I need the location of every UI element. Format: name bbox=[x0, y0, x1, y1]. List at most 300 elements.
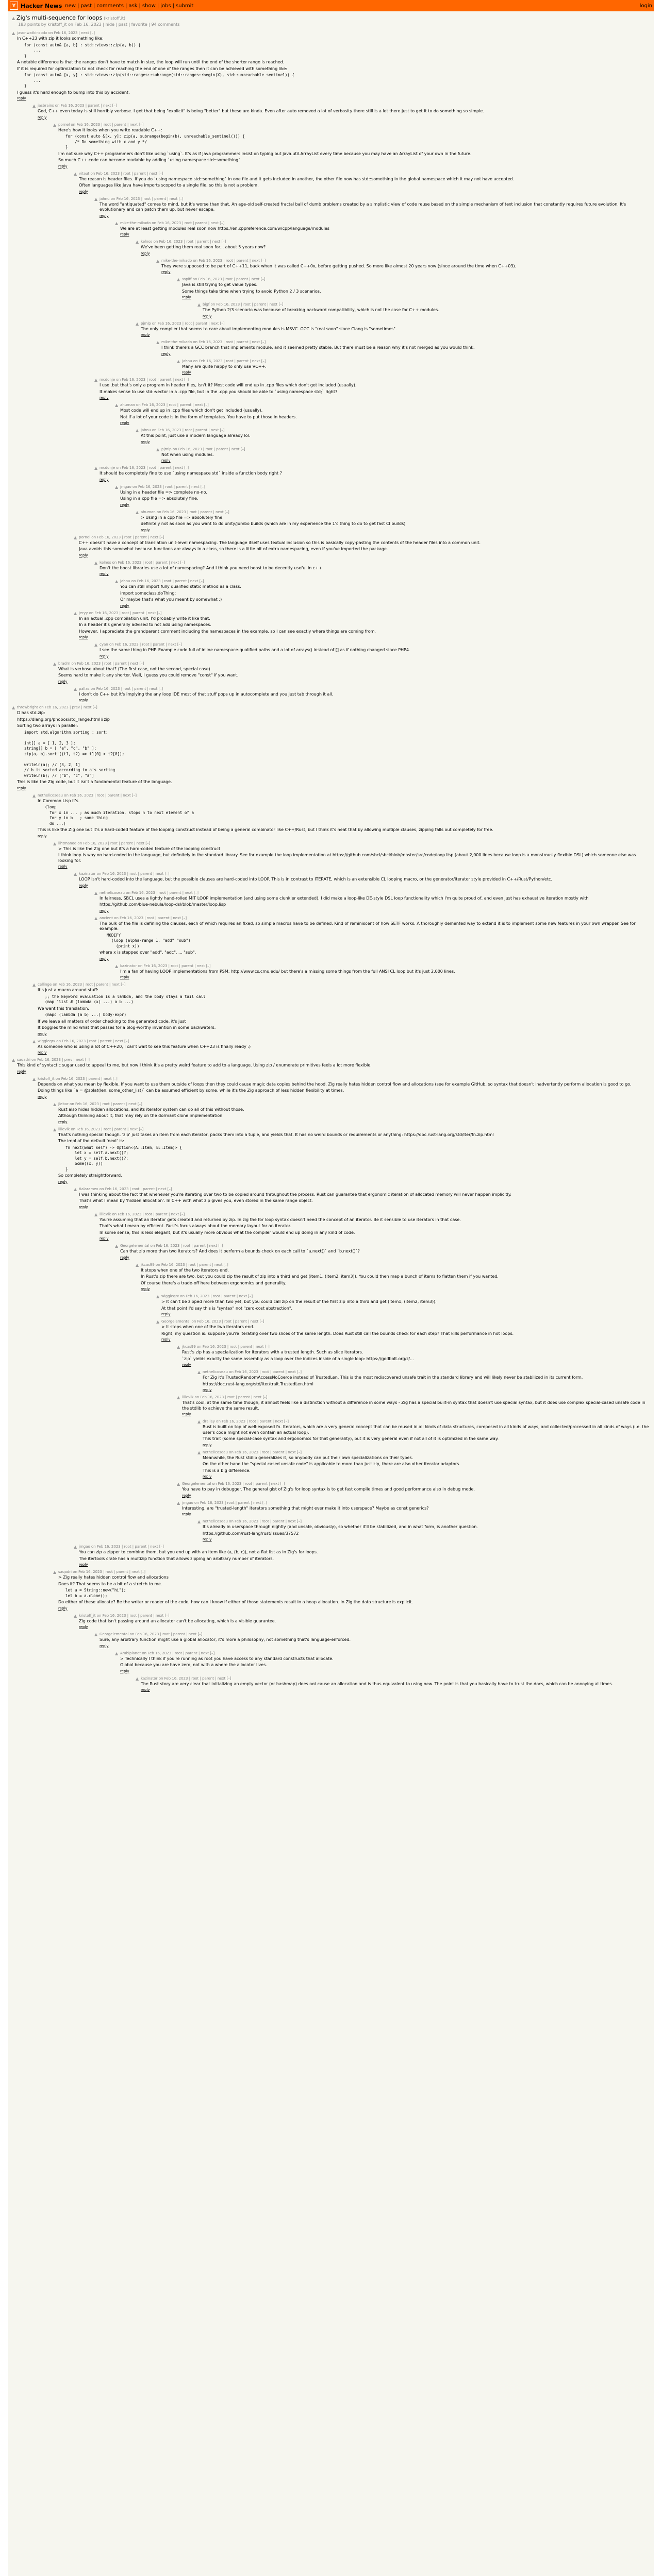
reply-link[interactable]: reply bbox=[58, 164, 68, 168]
upvote-icon[interactable]: ▲ bbox=[115, 221, 119, 226]
code-block: let a = String::new("hi"); let b = a.clone(); bbox=[65, 1588, 126, 1598]
comment-text bbox=[100, 648, 650, 653]
comment-paragraph: In Common Lisp it's bbox=[38, 798, 78, 803]
comment-text bbox=[120, 490, 650, 502]
comment-header[interactable]: bigf on Feb 16, 2023 | root | parent | next [–] bbox=[203, 302, 284, 307]
upvote-icon[interactable]: ▲ bbox=[12, 705, 15, 710]
comment-header[interactable]: Georgelemental on Feb 16, 2023 | root | parent | next [–] bbox=[161, 1319, 264, 1324]
upvote-icon[interactable]: ▲ bbox=[32, 1039, 36, 1044]
comment-header[interactable]: jahnu on Feb 16, 2023 | root | parent | next [–] bbox=[120, 579, 204, 583]
upvote-icon[interactable]: ▲ bbox=[156, 1294, 160, 1299]
comment-header[interactable]: nethelicoseau on Feb 16, 2023 | root | parent | next [–] bbox=[203, 1450, 302, 1454]
comment-header[interactable]: jmgao on Feb 16, 2023 | root | parent | next [–] bbox=[182, 1500, 267, 1505]
reply-link[interactable]: reply bbox=[182, 1512, 191, 1516]
reply-link[interactable]: reply bbox=[100, 213, 109, 218]
comment-body bbox=[38, 1039, 650, 1056]
comment-header[interactable]: tialaramex on Feb 16, 2023 | root | parent | next [–] bbox=[79, 1187, 172, 1191]
upvote-icon[interactable]: ▲ bbox=[74, 1187, 77, 1192]
comment-paragraph: This is like the Zig code, but it isn't a fundamental feature of the language. bbox=[17, 779, 172, 784]
comment-paragraph: D has std.zip: bbox=[17, 710, 45, 715]
comment-body bbox=[120, 403, 650, 426]
comment-body bbox=[182, 277, 650, 300]
comment-body bbox=[141, 240, 650, 257]
reply-link[interactable]: reply bbox=[161, 459, 171, 463]
page bbox=[8, 0, 654, 2576]
reply-link[interactable]: reply bbox=[141, 1287, 150, 1291]
reply-link[interactable]: reply bbox=[203, 1475, 212, 1479]
upvote-icon[interactable]: ▲ bbox=[94, 466, 98, 470]
reply-link[interactable]: reply bbox=[58, 1179, 68, 1184]
comment-header[interactable]: mike-the-mikado on Feb 16, 2023 | root | parent | next [–] bbox=[161, 340, 266, 344]
upvote-icon[interactable]: ▲ bbox=[197, 302, 201, 307]
nav-link-new[interactable]: new bbox=[65, 3, 76, 9]
story-domain[interactable]: (kristoff.it) bbox=[104, 16, 126, 21]
comment-body bbox=[203, 1419, 650, 1448]
comment-paragraph: Depends on what you mean by flexible. If you want to use them outside of loops then they could cause magic data copies behind the hood. Zig really hates hidden control flow and allocations (see for example GitHub, so syntax that doesn't inadvertently perform allocation is good to go. bbox=[38, 1081, 632, 1087]
upvote-icon[interactable]: ▲ bbox=[156, 340, 160, 345]
nav-link-comments[interactable]: comments bbox=[96, 3, 124, 9]
reply-link[interactable]: reply bbox=[79, 1563, 88, 1567]
comment-body bbox=[100, 891, 650, 914]
comment-paragraph: You can zip a zipper to combine them, but you end up with an item like (a, (b, c)), not a flat list as in Zig's for loops. bbox=[79, 1550, 318, 1554]
comment-body bbox=[182, 1482, 650, 1499]
comment-paragraph: At this point, just use a modern language already lol. bbox=[141, 433, 251, 438]
upvote-icon[interactable]: ▲ bbox=[53, 1570, 57, 1574]
comment-header[interactable]: lillevik on Feb 16, 2023 | root | parent | next [–] bbox=[182, 1395, 268, 1399]
upvote-icon[interactable]: ▲ bbox=[53, 1101, 57, 1107]
upvote-icon[interactable]: ▲ bbox=[12, 1058, 15, 1062]
comment bbox=[94, 642, 650, 659]
comment-text bbox=[79, 877, 650, 883]
upvote-icon[interactable]: ▲ bbox=[94, 378, 98, 382]
comment-paragraph: > This is like the Zig one but it's a hard-coded feature of the looping construct bbox=[58, 846, 221, 851]
comment bbox=[74, 611, 650, 641]
comment bbox=[197, 1419, 650, 1448]
comment bbox=[197, 1450, 650, 1480]
comment-paragraph: https://github.com/blue-nebula/loop-dsl/blob/master/loop.lisp bbox=[100, 902, 226, 907]
upvote-icon[interactable]: ▲ bbox=[53, 1127, 57, 1132]
comment-paragraph: Often languages like Java have imports scoped to a single file, so this is not a problem. bbox=[79, 183, 259, 188]
comment-header[interactable]: mike-the-mikado on Feb 16, 2023 | root | parent | next [–] bbox=[161, 258, 266, 263]
comment-header[interactable]: saqadri on Feb 16, 2023 | root | parent | next [–] bbox=[58, 1570, 145, 1574]
login-link[interactable]: login bbox=[639, 3, 652, 9]
upvote-icon[interactable]: ▲ bbox=[115, 403, 119, 408]
upvote-icon[interactable]: ▲ bbox=[197, 1370, 201, 1375]
comment-header[interactable]: dralley on Feb 16, 2023 | root | parent | next [–] bbox=[203, 1419, 289, 1423]
comment-paragraph: They were supposed to be part of C++11, back when it was called C++0x, before getting pushed. So more like almost 20 years now (since around the time when C++03). bbox=[161, 263, 517, 268]
reply-link[interactable]: reply bbox=[79, 189, 88, 194]
upvote-icon[interactable]: ▲ bbox=[74, 535, 77, 540]
reply-link[interactable]: reply bbox=[100, 1236, 109, 1241]
comment-paragraph: This is like the Zig one but it's a hard-coded feature of the looping construct instead of being a general combinator like C++/Rust, but I think it's neat that by allowing multiple clauses, zipping falls out completely for free. bbox=[38, 827, 493, 832]
reply-link[interactable]: reply bbox=[182, 1412, 191, 1416]
code-block: for (const auto& [a, b] : std::views::zip(a, b)) { ... } bbox=[24, 42, 141, 58]
nav-separator: | bbox=[93, 3, 95, 9]
comment-header[interactable]: kristoff_it on Feb 16, 2023 | parent | next [–] bbox=[38, 1076, 118, 1081]
reply-link[interactable]: reply bbox=[120, 232, 129, 236]
comment-paragraph: I use .but that's only a program in header files, isn't it? Most code will end up in .cpp files which don't get included (usually). bbox=[100, 383, 357, 387]
reply-link[interactable]: reply bbox=[120, 1669, 129, 1673]
comment-paragraph: If it is required for optimization to not check for reaching the end of one of the ranges then it can be achieved with something like: bbox=[17, 66, 288, 71]
comment-paragraph: If we leave all matters of order checking to the generated code, it's just bbox=[38, 1019, 186, 1024]
comment bbox=[115, 403, 650, 426]
comment-text bbox=[161, 1325, 650, 1336]
upvote-icon[interactable]: ▲ bbox=[177, 1500, 180, 1505]
reply-link[interactable]: reply bbox=[203, 1388, 212, 1392]
comment-header[interactable]: pornel on Feb 16, 2023 | root | parent | next [–] bbox=[58, 122, 144, 127]
comment-body bbox=[79, 535, 650, 558]
upvote-icon[interactable]: ▲ bbox=[94, 1632, 98, 1637]
upvote-icon[interactable]: ▲ bbox=[177, 1395, 180, 1400]
nav-link-ask[interactable]: ask bbox=[128, 3, 138, 9]
upvote-icon[interactable]: ▲ bbox=[94, 916, 98, 921]
comment-header[interactable]: mike-the-mikado on Feb 16, 2023 | root | parent | next [–] bbox=[120, 221, 225, 225]
upvote-icon[interactable]: ▲ bbox=[156, 447, 160, 452]
comment-header[interactable]: kelnos on Feb 16, 2023 | root | parent | next [–] bbox=[100, 560, 185, 565]
reply-link[interactable]: reply bbox=[17, 96, 26, 100]
upvote-icon[interactable]: ▲ bbox=[74, 872, 77, 876]
comment-header[interactable]: kristoff_it on Feb 16, 2023 | root | parent | next [–] bbox=[79, 1613, 170, 1618]
upvote-icon[interactable]: ▲ bbox=[32, 1076, 36, 1081]
comment-header[interactable]: pjmlp on Feb 16, 2023 | root | parent | next [–] bbox=[141, 321, 225, 326]
comment-paragraph: So much C++ code can become readable by adding `using namespace std::something`. bbox=[58, 158, 242, 162]
reply-link[interactable]: reply bbox=[38, 1031, 47, 1036]
comment-body bbox=[120, 1244, 650, 1261]
comment-body bbox=[161, 340, 650, 357]
comment-paragraph: The impl of the default 'next' is: bbox=[58, 1139, 124, 1143]
upvote-icon[interactable]: ▲ bbox=[115, 579, 119, 584]
reply-link[interactable]: reply bbox=[182, 1363, 191, 1367]
comment-paragraph: Can that zip more than two iterators? And does it perform a bounds check on each call to `a.next()` and `b.next()`? bbox=[120, 1249, 360, 1253]
comment bbox=[32, 1077, 650, 1100]
comment-paragraph: I'm a fan of having LOOP implementations from PSM: http://www.cs.cmu.edu/ but there's a missing some things from the full ANSI CL loop but it's just 2,000 lines. bbox=[120, 969, 455, 974]
comment-header[interactable]: jkcas99 on Feb 16, 2023 | root | parent | next [–] bbox=[182, 1345, 270, 1349]
reply-link[interactable]: reply bbox=[141, 528, 150, 532]
upvote-icon[interactable]: ▲ bbox=[12, 16, 15, 21]
comment-text bbox=[58, 1107, 650, 1119]
reply-link[interactable]: reply bbox=[100, 572, 109, 576]
upvote-icon[interactable]: ▲ bbox=[32, 104, 36, 108]
comment-header[interactable]: jmgao on Feb 16, 2023 | root | parent | next [–] bbox=[79, 1545, 164, 1549]
comment-paragraph: where x is stepped over "add", "adc", ... "sub". bbox=[100, 950, 196, 955]
reply-link[interactable]: reply bbox=[182, 295, 191, 299]
reply-link[interactable]: reply bbox=[120, 603, 129, 608]
reply-link[interactable]: reply bbox=[141, 333, 150, 337]
reply-link[interactable]: reply bbox=[79, 553, 88, 557]
upvote-icon[interactable]: ▲ bbox=[53, 661, 57, 666]
reply-link[interactable]: reply bbox=[141, 439, 150, 444]
comment-paragraph: It boggles the mind what that passes for a blog-worthy invention in some backwaters. bbox=[38, 1025, 216, 1030]
upvote-icon[interactable]: ▲ bbox=[197, 1519, 201, 1524]
comment-header[interactable]: ahuman on Feb 16, 2023 | root | parent | next [–] bbox=[141, 510, 229, 514]
comment-text bbox=[141, 327, 650, 332]
reply-link[interactable]: reply bbox=[100, 956, 109, 961]
comment-paragraph: Of course there's a trade-off here between ergonomics and generality. bbox=[141, 1280, 287, 1285]
comment-header[interactable]: mcdonje on Feb 16, 2023 | root | parent | next [–] bbox=[100, 466, 189, 470]
comment-header[interactable]: cyan on Feb 16, 2023 | root | parent | next [–] bbox=[100, 642, 182, 647]
nav-separator: | bbox=[157, 3, 159, 9]
upvote-icon[interactable]: ▲ bbox=[53, 122, 57, 127]
comment-header[interactable]: lillevik on Feb 16, 2023 | root | parent | next [–] bbox=[58, 1127, 144, 1131]
upvote-icon[interactable]: ▲ bbox=[177, 277, 180, 282]
reply-link[interactable]: reply bbox=[182, 370, 191, 375]
reply-link[interactable]: reply bbox=[203, 314, 212, 318]
code-block: for (const auto &[x, y]: zip(a, subrange(begin(b), unreachable_sentinel())) { /* Do something with x and y */ } bbox=[65, 134, 245, 149]
comment-header[interactable]: pornel on Feb 16, 2023 | root | parent | next [–] bbox=[79, 535, 164, 539]
comment-header[interactable]: jeryy on Feb 16, 2023 | root | parent | next [–] bbox=[79, 611, 162, 615]
comment-header[interactable]: nethelicoseau on Feb 16, 2023 | root | parent | next [–] bbox=[203, 1519, 302, 1523]
comment bbox=[32, 104, 650, 121]
comment-paragraph: import someclass.doThing; bbox=[120, 590, 176, 596]
comment-header[interactable]: kazinator on Feb 16, 2023 | root | parent | next [–] bbox=[141, 1676, 231, 1681]
comment-header[interactable]: nethelicoseau on Feb 16, 2023 | root | parent | next [–] bbox=[203, 1370, 302, 1374]
comment-text bbox=[120, 969, 650, 975]
comment-header[interactable]: jahnu on Feb 16, 2023 | root | parent | next [–] bbox=[141, 428, 225, 432]
reply-link[interactable]: reply bbox=[38, 1050, 47, 1055]
comment-body bbox=[79, 872, 650, 889]
comment-header[interactable]: jahnu on Feb 16, 2023 | root | parent | next [–] bbox=[100, 196, 184, 201]
upvote-icon[interactable]: ▲ bbox=[156, 258, 160, 263]
story-title[interactable]: Zig's multi-sequence for loops bbox=[16, 14, 103, 21]
reply-link[interactable]: reply bbox=[161, 351, 171, 356]
comment-header[interactable]: lihtmanoe on Feb 16, 2023 | root | parent | next [–] bbox=[58, 841, 151, 845]
upvote-icon[interactable]: ▲ bbox=[177, 1345, 180, 1349]
reply-link[interactable]: reply bbox=[120, 502, 129, 507]
comment-header[interactable]: jasonwatkinspdx on Feb 16, 2023 | next [–] bbox=[17, 31, 95, 35]
comment-text bbox=[100, 1637, 650, 1643]
comment bbox=[94, 197, 650, 219]
reply-link[interactable]: reply bbox=[182, 1493, 191, 1498]
reply-link[interactable]: reply bbox=[100, 477, 109, 482]
upvote-icon[interactable]: ▲ bbox=[94, 1212, 98, 1217]
upvote-icon[interactable]: ▲ bbox=[136, 240, 139, 244]
comment-paragraph: It should be completely fine to use `using namespace std` inside a function body right ? bbox=[100, 471, 282, 476]
comment bbox=[94, 891, 650, 914]
comment-header[interactable]: saqadri on Feb 16, 2023 | prev | next [–] bbox=[17, 1058, 90, 1062]
nav-link-show[interactable]: show bbox=[142, 3, 156, 9]
reply-link[interactable]: reply bbox=[17, 786, 26, 790]
upvote-icon[interactable]: ▲ bbox=[94, 890, 98, 895]
upvote-icon[interactable]: ▲ bbox=[74, 171, 77, 176]
comment-text bbox=[182, 1400, 650, 1411]
comment-text bbox=[100, 1217, 650, 1236]
reply-link[interactable]: reply bbox=[79, 1625, 88, 1629]
upvote-icon[interactable]: ▲ bbox=[136, 428, 139, 433]
comment-text bbox=[161, 452, 650, 458]
comment-header[interactable]: pallas on Feb 16, 2023 | root | parent | next [–] bbox=[79, 686, 163, 691]
reply-link[interactable]: reply bbox=[17, 1069, 26, 1074]
upvote-icon[interactable]: ▲ bbox=[94, 642, 98, 647]
reply-link[interactable]: reply bbox=[58, 679, 68, 684]
comment-body bbox=[182, 1345, 650, 1368]
upvote-icon[interactable]: ▲ bbox=[115, 1651, 119, 1656]
comment-body bbox=[79, 1187, 650, 1210]
comment-header[interactable]: jmgao on Feb 16, 2023 | root | parent | next [–] bbox=[120, 484, 205, 489]
comment-header[interactable]: jahnu on Feb 16, 2023 | root | parent | next [–] bbox=[182, 359, 266, 363]
reply-link[interactable]: reply bbox=[79, 698, 88, 702]
comment bbox=[74, 1614, 650, 1631]
reply-link[interactable]: reply bbox=[38, 115, 47, 120]
upvote-icon[interactable]: ▲ bbox=[74, 1545, 77, 1549]
upvote-icon[interactable]: ▲ bbox=[12, 31, 15, 36]
reply-link[interactable]: reply bbox=[120, 975, 129, 979]
upvote-icon[interactable]: ▲ bbox=[115, 484, 119, 489]
comment-header[interactable]: Ambiplanet on Feb 16, 2023 | root | parent | next [–] bbox=[120, 1651, 215, 1655]
comment-body bbox=[161, 1319, 650, 1343]
comment-text bbox=[58, 1575, 650, 1605]
upvote-icon[interactable]: ▲ bbox=[136, 1676, 139, 1681]
reply-link[interactable]: reply bbox=[38, 834, 47, 838]
reply-link[interactable]: reply bbox=[100, 396, 109, 400]
reply-link[interactable]: reply bbox=[203, 1537, 212, 1541]
reply-link[interactable]: reply bbox=[58, 1606, 68, 1611]
comment-header[interactable]: sspiff on Feb 16, 2023 | root | parent | next [–] bbox=[182, 277, 266, 281]
upvote-icon[interactable]: ▲ bbox=[115, 963, 119, 969]
site-name-link[interactable]: Hacker News bbox=[21, 2, 62, 9]
reply-link[interactable]: reply bbox=[203, 1443, 212, 1447]
upvote-icon[interactable]: ▲ bbox=[197, 1419, 201, 1424]
reply-link[interactable]: reply bbox=[120, 1255, 129, 1260]
reply-link[interactable]: reply bbox=[141, 1688, 150, 1692]
comment-header[interactable]: kazinator on Feb 16, 2023 | root | parent | next [–] bbox=[79, 872, 170, 876]
reply-link[interactable]: reply bbox=[79, 883, 88, 888]
comment-text bbox=[182, 1506, 650, 1512]
comment-body bbox=[182, 1501, 650, 1518]
comment-text bbox=[58, 846, 650, 864]
comment-paragraph: In fairness, SBCL uses a lightly hand-rolled MIT LOOP implementation (and using some clunkier extended). I did make a loop-like DE-style DSL loop functionality which I'm quite proud of, and even just has exhaustive iteration mostly with bbox=[100, 895, 589, 901]
comment bbox=[53, 841, 650, 870]
comment-paragraph: Rust's zip has a specialization for iterators with a trusted length. Such as slice iterators. bbox=[182, 1350, 363, 1354]
comment-text bbox=[79, 177, 650, 189]
logo[interactable]: Y bbox=[10, 2, 18, 10]
comment-body bbox=[203, 302, 650, 319]
comment-body bbox=[79, 611, 650, 641]
comment bbox=[94, 378, 650, 401]
reply-link[interactable]: reply bbox=[58, 865, 68, 869]
reply-link[interactable]: reply bbox=[38, 1094, 47, 1099]
comment-header[interactable]: ancient on Feb 16, 2023 | root | parent | next [–] bbox=[100, 916, 187, 920]
comment-header[interactable]: pjmlp on Feb 16, 2023 | root | parent | next [–] bbox=[161, 447, 245, 451]
comment-header[interactable]: ahuman on Feb 16, 2023 | root | parent | next [–] bbox=[120, 403, 209, 407]
comment-header[interactable]: kelnos on Feb 16, 2023 | root | parent | next [–] bbox=[141, 240, 226, 244]
comment-text bbox=[141, 515, 650, 527]
upvote-icon[interactable]: ▲ bbox=[94, 196, 98, 201]
upvote-icon[interactable]: ▲ bbox=[136, 510, 139, 515]
comment-header[interactable]: wiggleqrx on Feb 16, 2023 | root | parent | next [–] bbox=[38, 1039, 129, 1043]
comment-body bbox=[141, 1263, 650, 1293]
comment-paragraph: However, I appreciate the grandparent comment including the namespaces in the example, so I can see exactly where things are coming from. bbox=[79, 629, 376, 634]
comment-header[interactable]: cellinge on Feb 16, 2023 | root | parent | next [–] bbox=[38, 982, 126, 987]
comment-header[interactable]: bradrn on Feb 16, 2023 | root | parent | next [–] bbox=[58, 661, 144, 666]
nav-link-submit[interactable]: submit bbox=[176, 3, 194, 9]
comment bbox=[94, 466, 650, 483]
comment bbox=[74, 872, 650, 889]
comment-body bbox=[58, 1570, 650, 1612]
upvote-icon[interactable]: ▲ bbox=[74, 611, 77, 616]
reply-link[interactable]: reply bbox=[141, 251, 150, 256]
comment-text bbox=[100, 566, 650, 571]
comment-paragraph: That's nothing special though. 'zip' just takes an item from each iterator, packs them into a tuple, and yields that. It has no weird bounds or requirements or anything: https://doc.rust-lang.org/std/iter/fn.zip.html bbox=[58, 1132, 494, 1137]
reply-link[interactable]: reply bbox=[100, 908, 109, 913]
upvote-icon[interactable]: ▲ bbox=[74, 1613, 77, 1618]
comment-header[interactable]: wiggleqrx on Feb 16, 2023 | root | parent | next [–] bbox=[161, 1294, 253, 1298]
comment-body bbox=[100, 1212, 650, 1242]
upvote-icon[interactable]: ▲ bbox=[94, 560, 98, 565]
upvote-icon[interactable]: ▲ bbox=[32, 982, 36, 987]
comment-header[interactable]: throwbright on Feb 16, 2023 | prev | next [–] bbox=[17, 705, 97, 709]
comment-header[interactable]: jasbrains on Feb 16, 2023 | parent | next [–] bbox=[38, 104, 117, 108]
comment bbox=[136, 240, 650, 257]
upvote-icon[interactable]: ▲ bbox=[32, 793, 36, 798]
upvote-icon[interactable]: ▲ bbox=[53, 841, 57, 846]
nav-link-past[interactable]: past bbox=[80, 3, 92, 9]
comment-header[interactable]: kazinator on Feb 16, 2023 | root | parent | next [–] bbox=[120, 963, 211, 968]
comment-paragraph: https://github.com/rust-lang/rust/issues/37572 bbox=[203, 1531, 299, 1536]
upvote-icon[interactable]: ▲ bbox=[74, 686, 77, 691]
comment-body bbox=[38, 1077, 650, 1100]
comment-header[interactable]: Georgelemental on Feb 16, 2023 | root | parent | next [–] bbox=[120, 1244, 223, 1248]
comment bbox=[177, 1345, 650, 1368]
upvote-icon[interactable]: ▲ bbox=[136, 1262, 139, 1267]
comment-paragraph: We are at least getting modules real soon now https://en.cppreference.com/w/cpp/language/modules bbox=[120, 226, 329, 231]
comment-header[interactable]: nethelicoseau on Feb 16, 2023 | root | parent | next [–] bbox=[100, 890, 198, 895]
upvote-icon[interactable]: ▲ bbox=[156, 1319, 160, 1324]
comment-header[interactable]: lillevik on Feb 16, 2023 | root | parent | next [–] bbox=[100, 1212, 185, 1216]
reply-link[interactable]: reply bbox=[100, 654, 109, 658]
comment bbox=[74, 1545, 650, 1568]
reply-link[interactable]: reply bbox=[100, 1643, 109, 1648]
reply-link[interactable]: reply bbox=[58, 1120, 68, 1124]
reply-link[interactable]: reply bbox=[79, 1205, 88, 1209]
reply-link[interactable]: reply bbox=[161, 270, 171, 274]
comment bbox=[12, 705, 650, 791]
comment-paragraph: > It stops when one of the two iterators end. bbox=[161, 1325, 255, 1329]
comment-tree bbox=[8, 29, 654, 1693]
comment bbox=[177, 1482, 650, 1499]
comment-paragraph: The only compiler that seems to care about implementing modules is MSVC. GCC is "real soon" since Clang is "sometimes". bbox=[141, 326, 397, 331]
comment-text bbox=[38, 1082, 650, 1094]
comment-paragraph: I don't do C++ but it's implying the any loop IDE most of that stuff pops up in autocomplete and you just tab through it all. bbox=[79, 691, 334, 697]
comment-paragraph: > Zig really hates hidden control flow and allocations bbox=[58, 1575, 169, 1580]
reply-link[interactable]: reply bbox=[161, 1312, 171, 1316]
reply-link[interactable]: reply bbox=[161, 1337, 171, 1342]
upvote-icon[interactable]: ▲ bbox=[115, 1244, 119, 1248]
comment-paragraph: On the other hand the "special cased unsafe code" is applicable to more than just zip, there are also other iterator adaptors. bbox=[203, 1462, 460, 1466]
upvote-icon[interactable]: ▲ bbox=[197, 1450, 201, 1455]
comment-header[interactable]: Georgelemental on Feb 16, 2023 | root | parent | next [–] bbox=[100, 1632, 203, 1636]
reply-link[interactable]: reply bbox=[120, 421, 129, 425]
comment-text bbox=[79, 1192, 650, 1204]
comment-paragraph: That's what I mean by efficient. Rust's focus always about the memory layout for an iterator. bbox=[100, 1224, 291, 1228]
comment-header[interactable]: jlebar on Feb 16, 2023 | root | parent | next [–] bbox=[58, 1101, 142, 1106]
comment bbox=[197, 1519, 650, 1543]
comment-header[interactable]: mcdonje on Feb 16, 2023 | root | parent | next [–] bbox=[100, 378, 189, 382]
upvote-icon[interactable]: ▲ bbox=[136, 321, 139, 326]
comment-header[interactable]: nethelicoseau on Feb 16, 2023 | root | parent | next [–] bbox=[38, 793, 137, 798]
upvote-icon[interactable]: ▲ bbox=[177, 1482, 180, 1486]
nav-link-jobs[interactable]: jobs bbox=[160, 3, 171, 9]
comment-header[interactable]: Georgelemental on Feb 16, 2023 | root | parent | next [–] bbox=[182, 1482, 285, 1486]
comment-paragraph: It's already in userspace through nightly (and unsafe, obviously), so whether it'll be stabilized, and in what form, is another question. bbox=[203, 1524, 478, 1529]
reply-link[interactable]: reply bbox=[79, 635, 88, 639]
comment-paragraph: Many are quite happy to only use VC++. bbox=[182, 364, 267, 369]
comment-header[interactable]: vitaut on Feb 16, 2023 | root | parent | next [–] bbox=[79, 171, 163, 176]
comment-body bbox=[17, 31, 650, 101]
comment-text bbox=[161, 264, 650, 269]
upvote-icon[interactable]: ▲ bbox=[177, 359, 180, 364]
comment-text bbox=[58, 667, 650, 679]
comment-header[interactable]: jkcas99 on Feb 16, 2023 | root | parent | next [–] bbox=[141, 1262, 228, 1267]
